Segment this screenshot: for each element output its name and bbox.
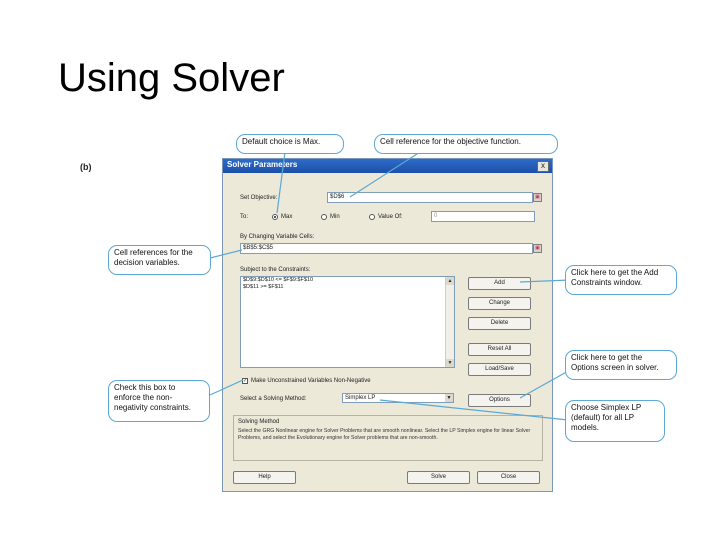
callout-options: Click here to get the Options screen in solver. <box>565 350 677 380</box>
list-item[interactable]: $D$9:$D$10 <= $F$9:$F$10 <box>243 277 314 283</box>
radio-max-label: Max <box>281 214 293 220</box>
to-label: To: <box>240 214 249 220</box>
list-item[interactable]: $D$11 >= $F$11 <box>243 284 284 290</box>
solving-method-description: Select the GRG Nonlinear engine for Solver Problems that are smooth nonlinear. Select the LP Simplex engine for linear Solver Problems, and select the Evolutionary engine for Solver problems that are non-smooth. <box>238 428 531 441</box>
changing-cells-label: By Changing Variable Cells: <box>240 234 315 240</box>
leader-simplex <box>380 400 568 420</box>
callout-nonneg: Check this box to enforce the non-negativity constraints. <box>108 380 210 422</box>
solving-method-title: Solving Method <box>238 419 280 425</box>
solve-button[interactable]: Solve <box>407 471 470 484</box>
radio-value-of-label: Value Of: <box>378 214 403 220</box>
leader-options <box>520 370 570 398</box>
nonneg-checkbox[interactable]: ✓ <box>243 378 248 384</box>
figure-label: (b) <box>80 162 92 172</box>
load-save-button[interactable]: Load/Save <box>468 363 531 376</box>
change-button[interactable]: Change <box>468 297 531 310</box>
scroll-down-icon[interactable]: ▼ <box>447 360 453 366</box>
constraints-label: Subject to the Constraints: <box>240 267 311 273</box>
delete-button[interactable]: Delete <box>468 317 531 330</box>
callout-default-max: Default choice is Max. <box>236 134 344 154</box>
add-button[interactable]: Add <box>468 277 531 290</box>
set-objective-label: Set Objective: <box>240 195 278 201</box>
chevron-down-icon[interactable]: ▼ <box>446 395 452 401</box>
callout-add-constraint: Click here to get the Add Constraints window. <box>565 265 677 295</box>
reset-all-button[interactable]: Reset All <box>468 343 531 356</box>
slide-title: Using Solver <box>58 56 285 100</box>
solving-method-value: Simplex LP <box>345 395 376 401</box>
callout-objective-ref: Cell reference for the objective function. <box>374 134 558 154</box>
scroll-up-icon[interactable]: ▲ <box>447 278 453 284</box>
leader-nonneg <box>210 380 243 395</box>
options-button[interactable]: Options <box>468 394 531 407</box>
radio-min-label: Min <box>330 214 340 220</box>
callout-simplex: Choose Simplex LP (default) for all LP models. <box>565 400 665 442</box>
dialog-title: Solver Parameters <box>227 160 298 169</box>
callout-decision-vars: Cell references for the decision variables. <box>108 245 211 275</box>
method-select-label: Select a Solving Method: <box>240 396 307 402</box>
leader-decision-vars <box>210 250 242 258</box>
leader-add-constraint <box>520 280 570 282</box>
objective-input[interactable]: $D$6 <box>327 192 533 203</box>
leader-objective-ref <box>350 152 420 197</box>
value-of-input[interactable]: 0 <box>431 211 535 222</box>
nonneg-label: Make Unconstrained Variables Non-Negative <box>251 378 371 384</box>
close-button[interactable]: Close <box>477 471 540 484</box>
collapse-ref-icon[interactable]: ▣ <box>533 244 542 253</box>
help-button[interactable]: Help <box>233 471 296 484</box>
leader-default-max <box>277 152 285 213</box>
collapse-ref-icon[interactable]: ▣ <box>533 193 542 202</box>
changing-cells-input[interactable]: $B$5:$C$5 <box>240 243 533 254</box>
close-icon[interactable]: x <box>537 161 549 172</box>
